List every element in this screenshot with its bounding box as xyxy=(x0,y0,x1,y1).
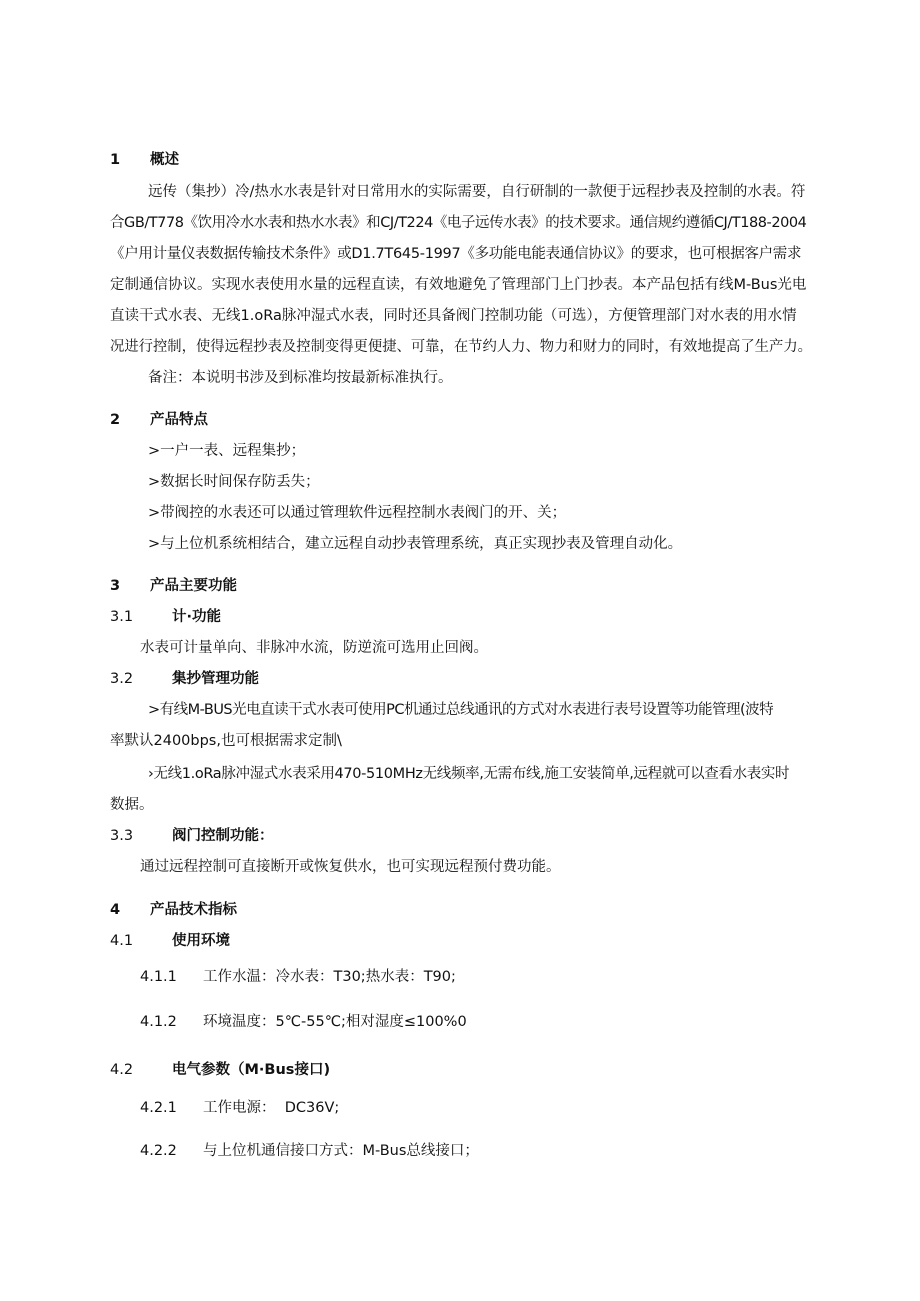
section-4-1-number: 4.1 xyxy=(110,933,134,949)
section-2-item-2: >数据长时间保存防丢失； xyxy=(148,474,320,490)
section-1-line-5: 直读干式水表、无线1.oRa脉冲湿式水表，同时还具备阀门控制功能（可选），方便管理部门对水表的用水情 xyxy=(110,308,797,324)
section-1-title: 概述 xyxy=(150,152,179,168)
section-3-1-number: 3.1 xyxy=(110,609,134,625)
section-4-2-1-number: 4.2.1 xyxy=(140,1100,177,1116)
section-1-line-1: 远传（集抄）冷/热水水表是针对日常用水的实际需要，自行研制的一款便于远程抄表及控制的水表。符 xyxy=(148,184,806,200)
section-4-number: 4 xyxy=(110,902,121,918)
section-4-1-title: 使用环境 xyxy=(172,933,230,949)
section-2-title: 产品特点 xyxy=(150,412,208,428)
section-4-2-2-text: 与上位机通信接口方式：M-Bus总线接口； xyxy=(203,1143,479,1159)
section-3-3-title: 阀门控制功能： xyxy=(172,828,274,844)
section-1-line-3: 《户用计量仪表数据传输技术条件》或D1.7T645-1997《多功能电能表通信协议》的要求，也可根据客户需求 xyxy=(110,246,802,262)
section-1-line-4: 定制通信协议。实现水表使用水量的远程直读，有效地避免了管理部门上门抄表。本产品包括有线M-Bus光电 xyxy=(110,277,807,293)
section-4-2-2-number: 4.2.2 xyxy=(140,1143,177,1159)
section-4-2-1-text: 工作电源： DC36V; xyxy=(203,1100,340,1116)
section-4-1-1-number: 4.1.1 xyxy=(140,969,177,985)
section-1-note: 备注：本说明书涉及到标准均按最新标准执行。 xyxy=(148,370,453,386)
section-3-2-para-2-line-1: ›无线1.oRa脉冲湿式水表采用470-510MHz无线频率,无需布线,施工安装简单,远程就可以查看水表实时 xyxy=(148,766,790,782)
section-4-1-2-number: 4.1.2 xyxy=(140,1014,177,1030)
section-1-line-6: 况进行控制，使得远程抄表及控制变得更便捷、可靠，在节约人力、物力和财力的同时，有效地提高了生产力。 xyxy=(110,339,812,355)
section-3-3-text: 通过远程控制可直接断开或恢复供水，也可实现远程预付费功能。 xyxy=(140,859,561,875)
section-3-2-title: 集抄管理功能 xyxy=(172,671,259,687)
section-2-item-3: >带阀控的水表还可以通过管理软件远程控制水表阀门的开、关； xyxy=(148,505,567,521)
section-3-3-number: 3.3 xyxy=(110,828,134,844)
section-2-item-4: >与上位机系统相结合，建立远程自动抄表管理系统，真正实现抄表及管理自动化。 xyxy=(148,536,683,552)
section-2-item-1: >一户一表、远程集抄； xyxy=(148,443,306,459)
section-4-title: 产品技术指标 xyxy=(150,902,237,918)
section-3-2-para-1-line-1: >有线M-BUS光电直读干式水表可使用PC机通过总线通讯的方式对水表进行表号设置等功能管理(波特 xyxy=(148,702,774,718)
section-4-2-number: 4.2 xyxy=(110,1062,134,1078)
section-3-title: 产品主要功能 xyxy=(150,578,237,594)
section-1-number: 1 xyxy=(110,152,121,168)
section-3-2-para-1-line-2: 率默认2400bps,也可根据需求定制\ xyxy=(110,733,342,749)
section-1-line-2: 合GB/T778《饮用冷水水表和热水水表》和CJ/T224《电子远传水表》的技术要求。通信规约遵循CJ/T188-2004 xyxy=(110,215,807,231)
section-4-1-1-text: 工作水温：冷水表：T30;热水表：T90; xyxy=(203,969,456,985)
section-4-1-2-text: 环境温度：5℃-55℃;相对湿度≤100%0 xyxy=(203,1014,467,1030)
section-3-1-title: 计·功能 xyxy=(172,609,222,625)
section-4-2-title: 电气参数（M·Bus接口) xyxy=(172,1062,331,1078)
section-3-2-para-2-line-2: 数据。 xyxy=(110,797,154,813)
section-3-1-text: 水表可计量单向、非脉冲水流，防逆流可选用止回阀。 xyxy=(140,640,488,656)
section-3-number: 3 xyxy=(110,578,121,594)
section-3-2-number: 3.2 xyxy=(110,671,134,687)
section-2-number: 2 xyxy=(110,412,121,428)
